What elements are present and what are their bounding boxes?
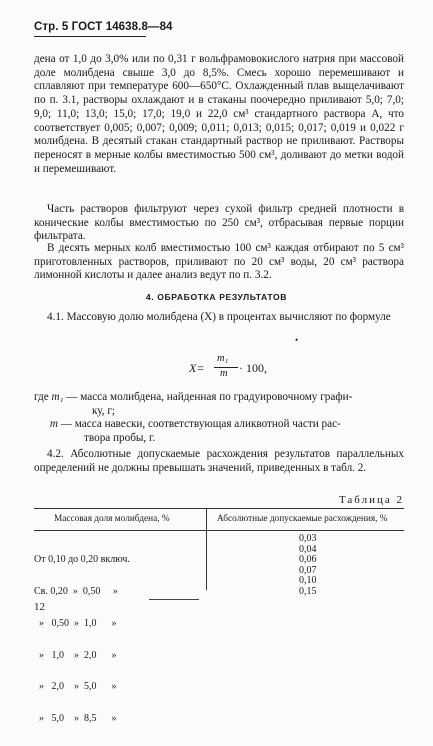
table-header-mass-fraction: Массовая доля молибдена, % bbox=[54, 514, 170, 524]
table-cell-value: 0,15 bbox=[299, 585, 317, 597]
table-cell-value: 0,07 bbox=[299, 564, 317, 576]
definition-symbol-m: m bbox=[49, 418, 58, 430]
table-row: » 1,0 » 2,0 » bbox=[34, 649, 117, 661]
definition-text-m: — масса навески, соответствующая аликвотной части рас- bbox=[60, 418, 341, 430]
table-row: » 5,0 » 8,5 » bbox=[34, 713, 117, 725]
paragraph-4-1: 4.1. Массовую долю молибдена (X) в процентах вычисляют по формуле bbox=[47, 311, 391, 323]
table-column-ranges bbox=[34, 534, 130, 746]
table-cell-value: 0,03 bbox=[299, 533, 317, 544]
definition-m1 bbox=[34, 391, 404, 418]
page-header: Стр. 5 ГОСТ 14638.8—84 bbox=[34, 21, 173, 33]
definition-cont-m1: ку, г; bbox=[92, 404, 116, 417]
table-cell-value: 0,06 bbox=[299, 554, 317, 566]
formula bbox=[189, 353, 319, 383]
paragraph-filtering: Часть растворов фильтруют через сухой фильтр средней плотности в конические колбы вместимостью по 250 см³, отбрасывая первые порции фильтрата. bbox=[34, 203, 404, 243]
table-column-tolerances bbox=[299, 534, 317, 598]
stray-mark: • bbox=[295, 335, 299, 345]
table-row: От 0,10 до 0,20 включ. bbox=[34, 554, 130, 566]
formula-numerator: m₁ bbox=[217, 353, 229, 364]
table-cell-value: 0,04 bbox=[299, 543, 317, 555]
table-row: » 2,0 » 5,0 » bbox=[34, 681, 117, 693]
table-row: Св. 0,20 » 0,50 » bbox=[34, 585, 118, 597]
definition-symbol-m1: m₁ bbox=[51, 391, 64, 403]
definition-text-m1: — масса молибдена, найденная по градуировочному графи- bbox=[66, 391, 353, 403]
definition-m bbox=[34, 418, 404, 445]
table-rule-top bbox=[34, 508, 404, 509]
paragraph-continuation: дена от 1,0 до 3,0% или по 0,31 г вольфрамовокислого натрия при массовой доле молибдена свыше 3,0 до 8,5%. Смесь хорошо перемешивают и сплавляют при температуре 600—650°С. Охлажденный плав выщелачивают по п. 3.1, растворы охлаждают и в стаканы поочередно приливают 5,0; 7,0; 9,0; 11,0; 13,0; 15,0; 17,0; 19,0 и 22,0 см³ стандартного раствора А, что соответствует 0,005; 0,007; 0,009; 0,011; 0,013; 0,015; 0,017; 0,019 и 0,022 г молибдена. В десятый стакан стандартный раствор не приливают. Растворы переносят в мерные колбы вместимостью 500 см³, доливают до метки водой и перемешивают. bbox=[34, 53, 404, 175]
table-caption: Таблица 2 bbox=[338, 494, 404, 506]
table-column-divider bbox=[206, 508, 207, 590]
table-cell-value: 0,10 bbox=[299, 575, 317, 587]
definition-lead: где bbox=[34, 391, 49, 403]
formula-lhs: X= bbox=[189, 361, 205, 375]
paragraph-4-2: 4.2. Абсолютные допускаемые расхождения результатов параллельных определений не должны превышать значений, приведенных в табл. 2. bbox=[34, 448, 404, 474]
table-row: » 0,50 » 1,0 » bbox=[34, 617, 117, 629]
section-title: 4. ОБРАБОТКА РЕЗУЛЬТАТОВ bbox=[145, 292, 288, 302]
page-number: 12 bbox=[34, 601, 45, 613]
formula-rhs: · 100, bbox=[239, 361, 267, 375]
paragraph-aliquot: В десять мерных колб вместимостью 100 см³ каждая отбирают по 5 см³ приготовленных растворов, приливают по 20 см³ воды, 20 см³ раствора лимонной кислоты и далее анализ ведут по п. 3.2. bbox=[34, 242, 404, 282]
table-bottom-stub bbox=[149, 599, 199, 600]
table-rule-header bbox=[34, 530, 404, 531]
header-rule bbox=[34, 36, 146, 37]
definition-cont-m: твора пробы, г. bbox=[84, 431, 156, 444]
table-header-tolerance: Абсолютные допускаемые расхождения, % bbox=[217, 514, 388, 524]
formula-denominator: m bbox=[220, 368, 228, 379]
